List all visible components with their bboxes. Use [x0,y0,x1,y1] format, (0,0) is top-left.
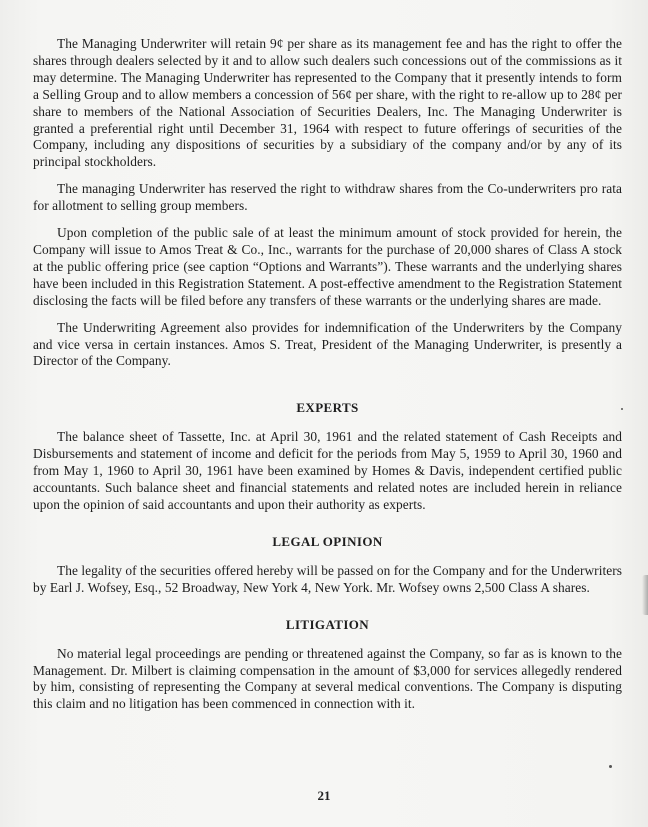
paragraph-warrants: Upon completion of the public sale of at least the minimum amount of stock provided for herein, the Company will issue to Amos Treat & Co., Inc., warrants for the purchase of 20,000 shares of Class A stock at the public offering price (see caption “Options and Warrants”). These warrants and the underlying shares have been included in this Registration Statement. A post-effective amendment to the Registration Statement disclosing the facts will be filed before any transfers of these warrants or the underlying shares are made. [33,225,622,308]
paragraph-management-fee: The Managing Underwriter will retain 9¢ per share as its management fee and has the right to offer the shares through dealers selected by it and to allow such dealers such concessions out of the commissions as it may determine. The Managing Underwriter has represented to the Company that it presently intends to form a Selling Group and to allow members a concession of 56¢ per share, with the right to re-allow up to 28¢ per share to members of the National Association of Securities Dealers, Inc. The Managing Underwriter is granted a preferential right until December 31, 1964 with respect to future offerings of securities of the Company, including any dispositions of securities by a subsidiary of the company and/or by any of its principal stockholders. [33,36,622,170]
paragraph-litigation: No material legal proceedings are pending or threatened against the Company, so far as is known to the Management. Dr. Milbert is claiming compensation in the amount of $3,000 for services allegedly rendered by him, consisting of representing the Company at several medical conventions. The Company is disputing this claim and no litigation has been commenced in connection with it. [33,645,622,712]
section-heading-legal-opinion: LEGAL OPINION [272,533,383,549]
paragraph-indemnification: The Underwriting Agreement also provides for indemnification of the Underwriters by the Company and vice versa in certain instances. Amos S. Treat, President of the Managing Underwriter, is presently a Director of the Company. [33,319,622,369]
section-heading-litigation: LITIGATION [285,616,370,632]
section-heading-experts: EXPERTS [296,400,359,416]
scan-speck [621,408,623,410]
page-number: 21 [317,788,331,803]
page-content [33,36,622,713]
scan-speck [609,765,612,768]
page-edge-shadow [642,575,648,615]
paragraph-legal-opinion: The legality of the securities offered hereby will be passed on for the Company and for the Underwriters by Earl J. Wofsey, Esq., 52 Broadway, New York 4, New York. Mr. Wofsey owns 2,500 Class A shares. [33,562,622,595]
paragraph-experts: The balance sheet of Tassette, Inc. at April 30, 1961 and the related statement of Cash Receipts and Disbursements and statement of income and deficit for the periods from May 5, 1959 to April 30, 1960 and from May 1, 1960 to April 30, 1961 have been examined by Homes & Davis, independent certified public accountants. Such balance sheet and financial statements and related notes are included herein in reliance upon the opinion of said accountants and upon their authority as experts. [33,429,622,512]
paragraph-withdraw-shares: The managing Underwriter has reserved the right to withdraw shares from the Co-underwriters pro rata for allotment to selling group members. [33,181,622,214]
